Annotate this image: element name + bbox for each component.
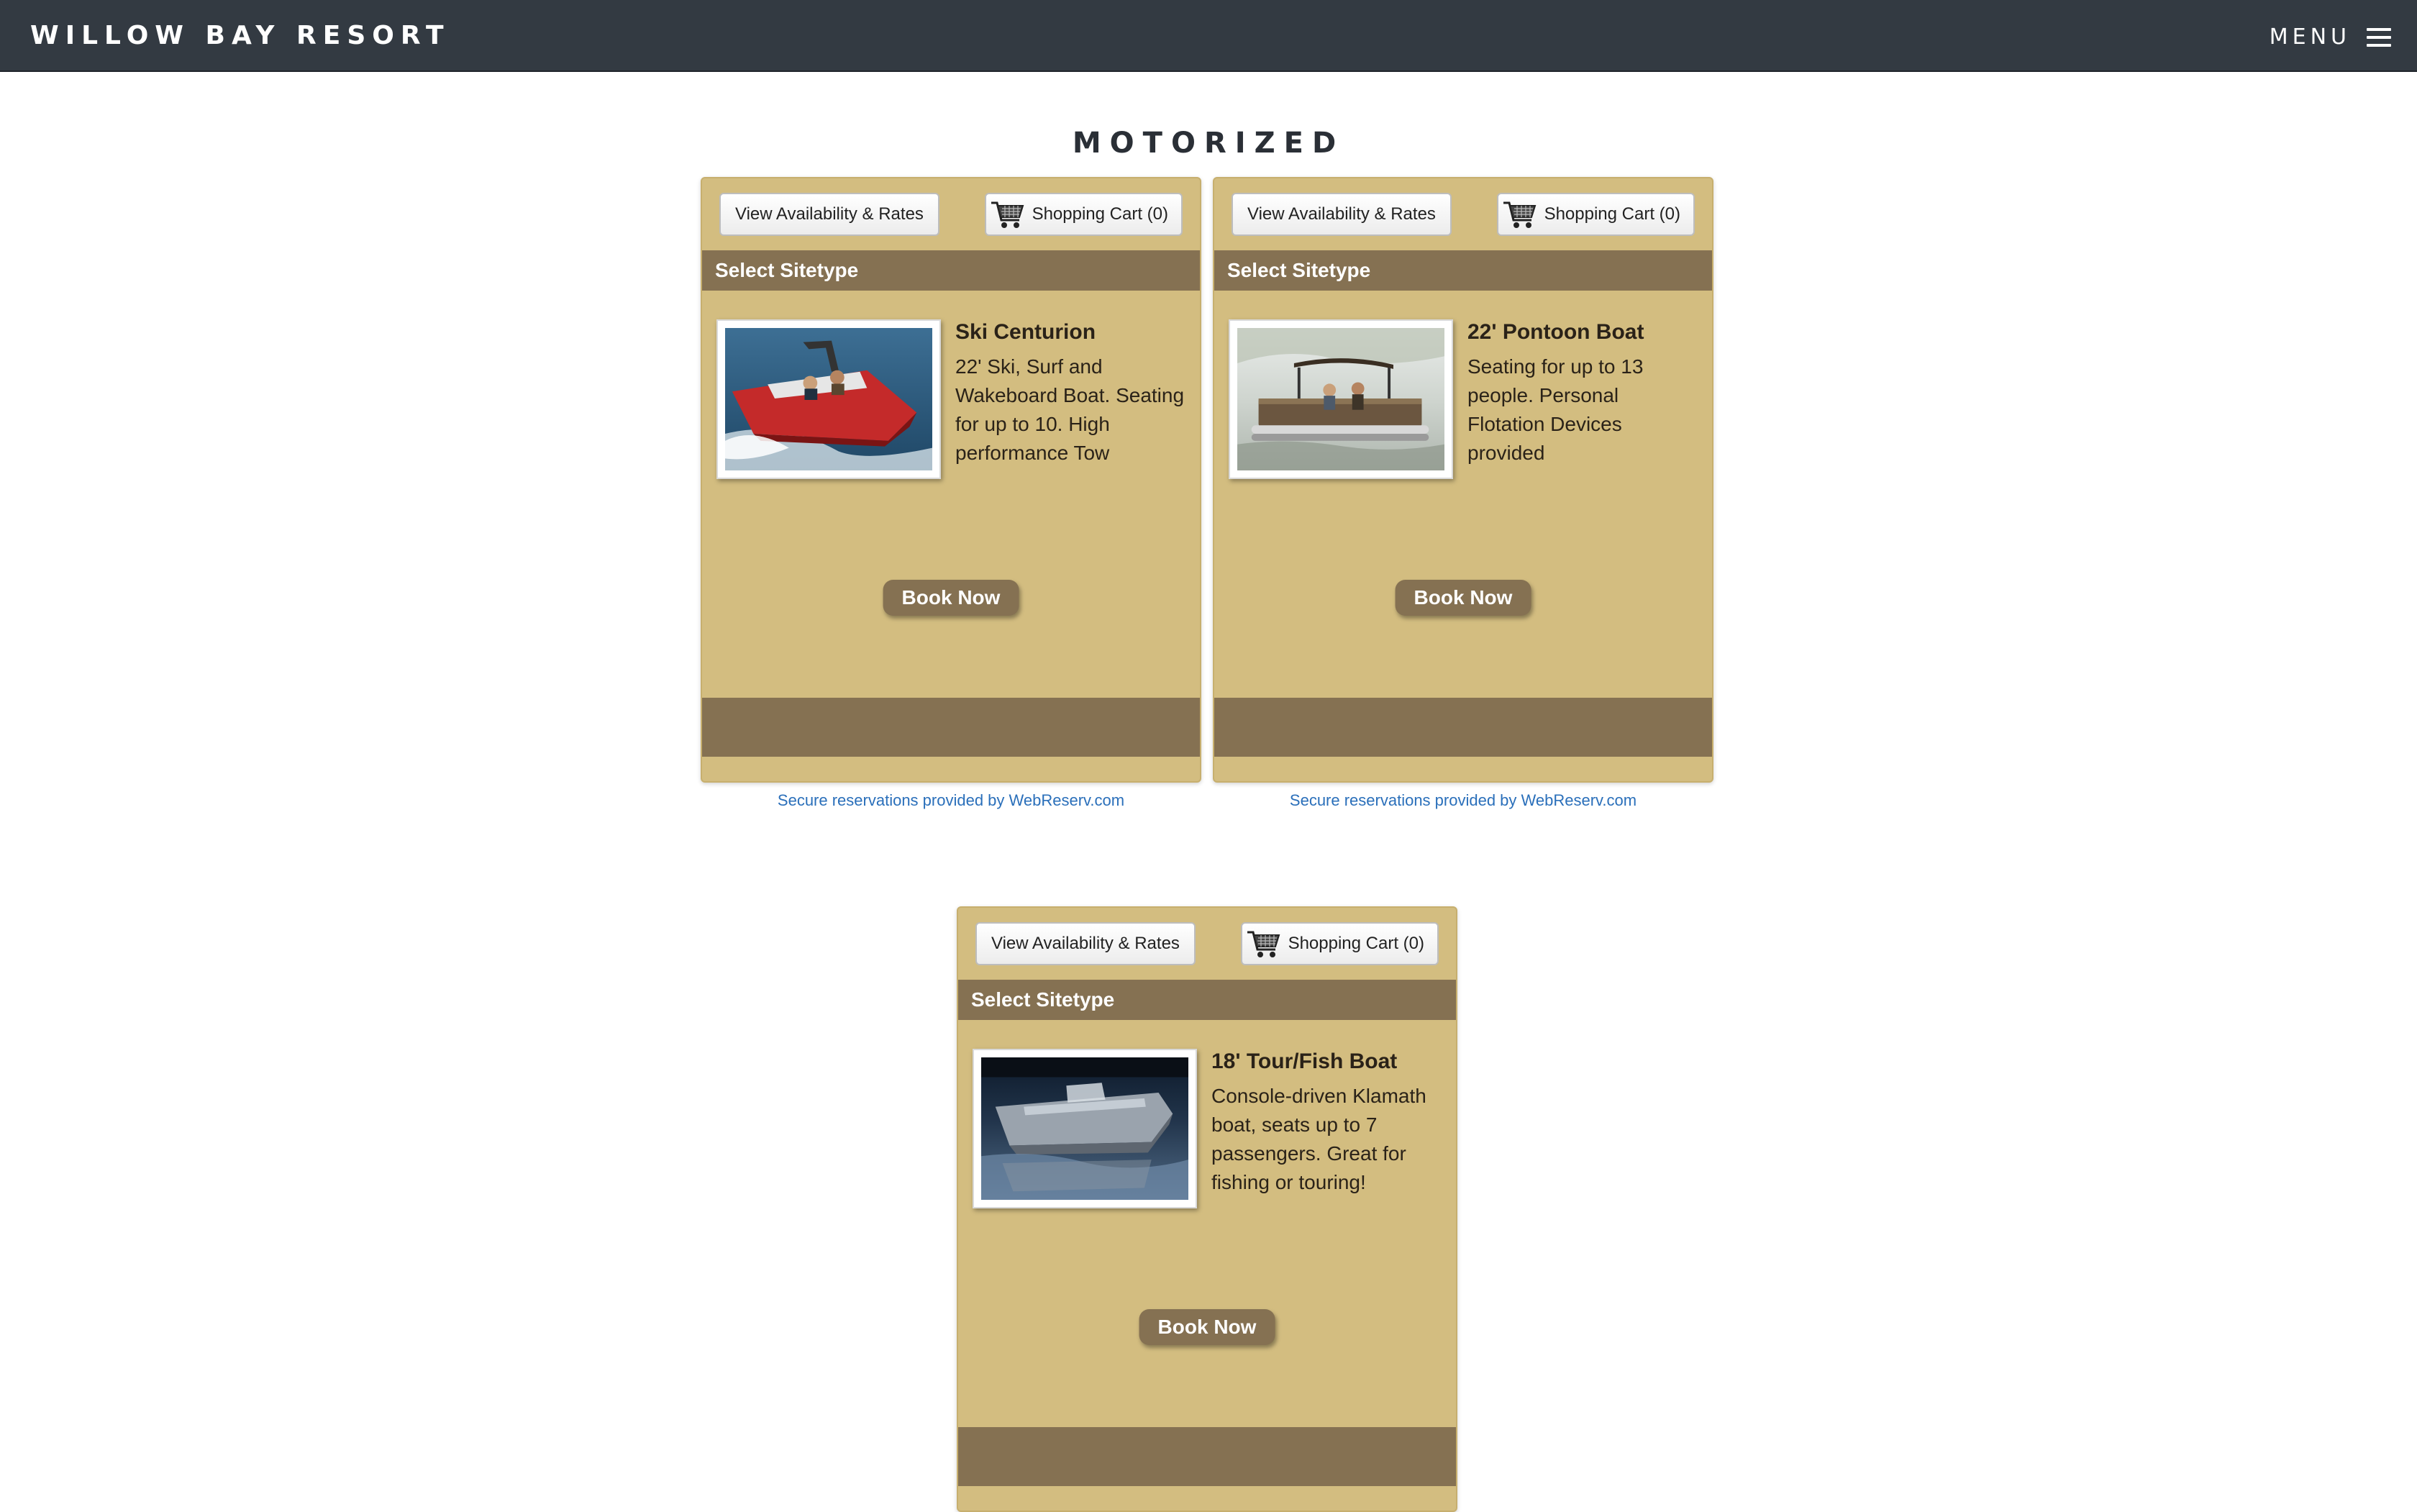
pontoon-boat-photo[interactable] (1229, 319, 1453, 479)
widget-toolbar (958, 908, 1456, 981)
shopping-cart-icon (1245, 928, 1283, 960)
book-now-button[interactable]: Book Now (1139, 1309, 1275, 1345)
reservation-widget-tour-fish-boat (957, 906, 1457, 1512)
reservation-widget-ski-centurion (701, 177, 1201, 783)
reservation-widget-pontoon-boat (1213, 177, 1713, 783)
menu-label: MENU (2269, 24, 2351, 50)
hamburger-menu-icon (2367, 27, 2391, 48)
select-sitetype-header: Select Sitetype (1214, 250, 1712, 291)
fishing-boat-photo[interactable] (973, 1049, 1197, 1208)
widget-toolbar (702, 178, 1200, 252)
book-now-button[interactable]: Book Now (883, 580, 1019, 616)
item-description: 22' Ski, Surf and Wakeboard Boat. Seating for up to 10. High performance Tow (955, 355, 1185, 464)
shopping-cart-icon (989, 199, 1027, 230)
page-title: MOTORIZED (1072, 126, 1345, 160)
webreserv-link[interactable]: Secure reservations provided by WebReserv.com (777, 791, 1125, 809)
book-now-button[interactable]: Book Now (1396, 580, 1531, 616)
shopping-cart-label: Shopping Cart (0) (1032, 204, 1168, 224)
item-title: 22' Pontoon Boat (1467, 320, 1644, 344)
view-availability-button[interactable]: View Availability & Rates (975, 922, 1196, 965)
select-sitetype-header: Select Sitetype (958, 980, 1456, 1020)
select-sitetype-header: Select Sitetype (702, 250, 1200, 291)
widget-footer-band (958, 1427, 1456, 1486)
widget-toolbar (1214, 178, 1712, 252)
shopping-cart-label: Shopping Cart (0) (1288, 934, 1424, 953)
menu-button[interactable] (2270, 22, 2391, 53)
widget-footer-band (1214, 698, 1712, 757)
shopping-cart-button[interactable] (1241, 922, 1439, 965)
view-availability-button[interactable]: View Availability & Rates (1232, 193, 1452, 236)
item-title: Ski Centurion (955, 320, 1096, 344)
item-title: 18' Tour/Fish Boat (1211, 1049, 1398, 1073)
widget-footer-band (702, 698, 1200, 757)
item-description: Seating for up to 13 people. Personal Flotation Devices provided (1467, 355, 1644, 464)
site-brand[interactable]: WILLOW BAY RESORT (30, 21, 450, 50)
item-description: Console-driven Klamath boat, seats up to 7 passengers. Great for fishing or touring! (1211, 1085, 1426, 1193)
ski-boat-photo[interactable] (716, 319, 941, 479)
shopping-cart-label: Shopping Cart (0) (1544, 204, 1680, 224)
webreserv-link[interactable]: Secure reservations provided by WebReserv.com (1289, 791, 1637, 809)
top-navbar (0, 0, 2417, 72)
view-availability-button[interactable]: View Availability & Rates (719, 193, 939, 236)
shopping-cart-button[interactable] (1497, 193, 1695, 236)
shopping-cart-button[interactable] (985, 193, 1183, 236)
shopping-cart-icon (1501, 199, 1539, 230)
